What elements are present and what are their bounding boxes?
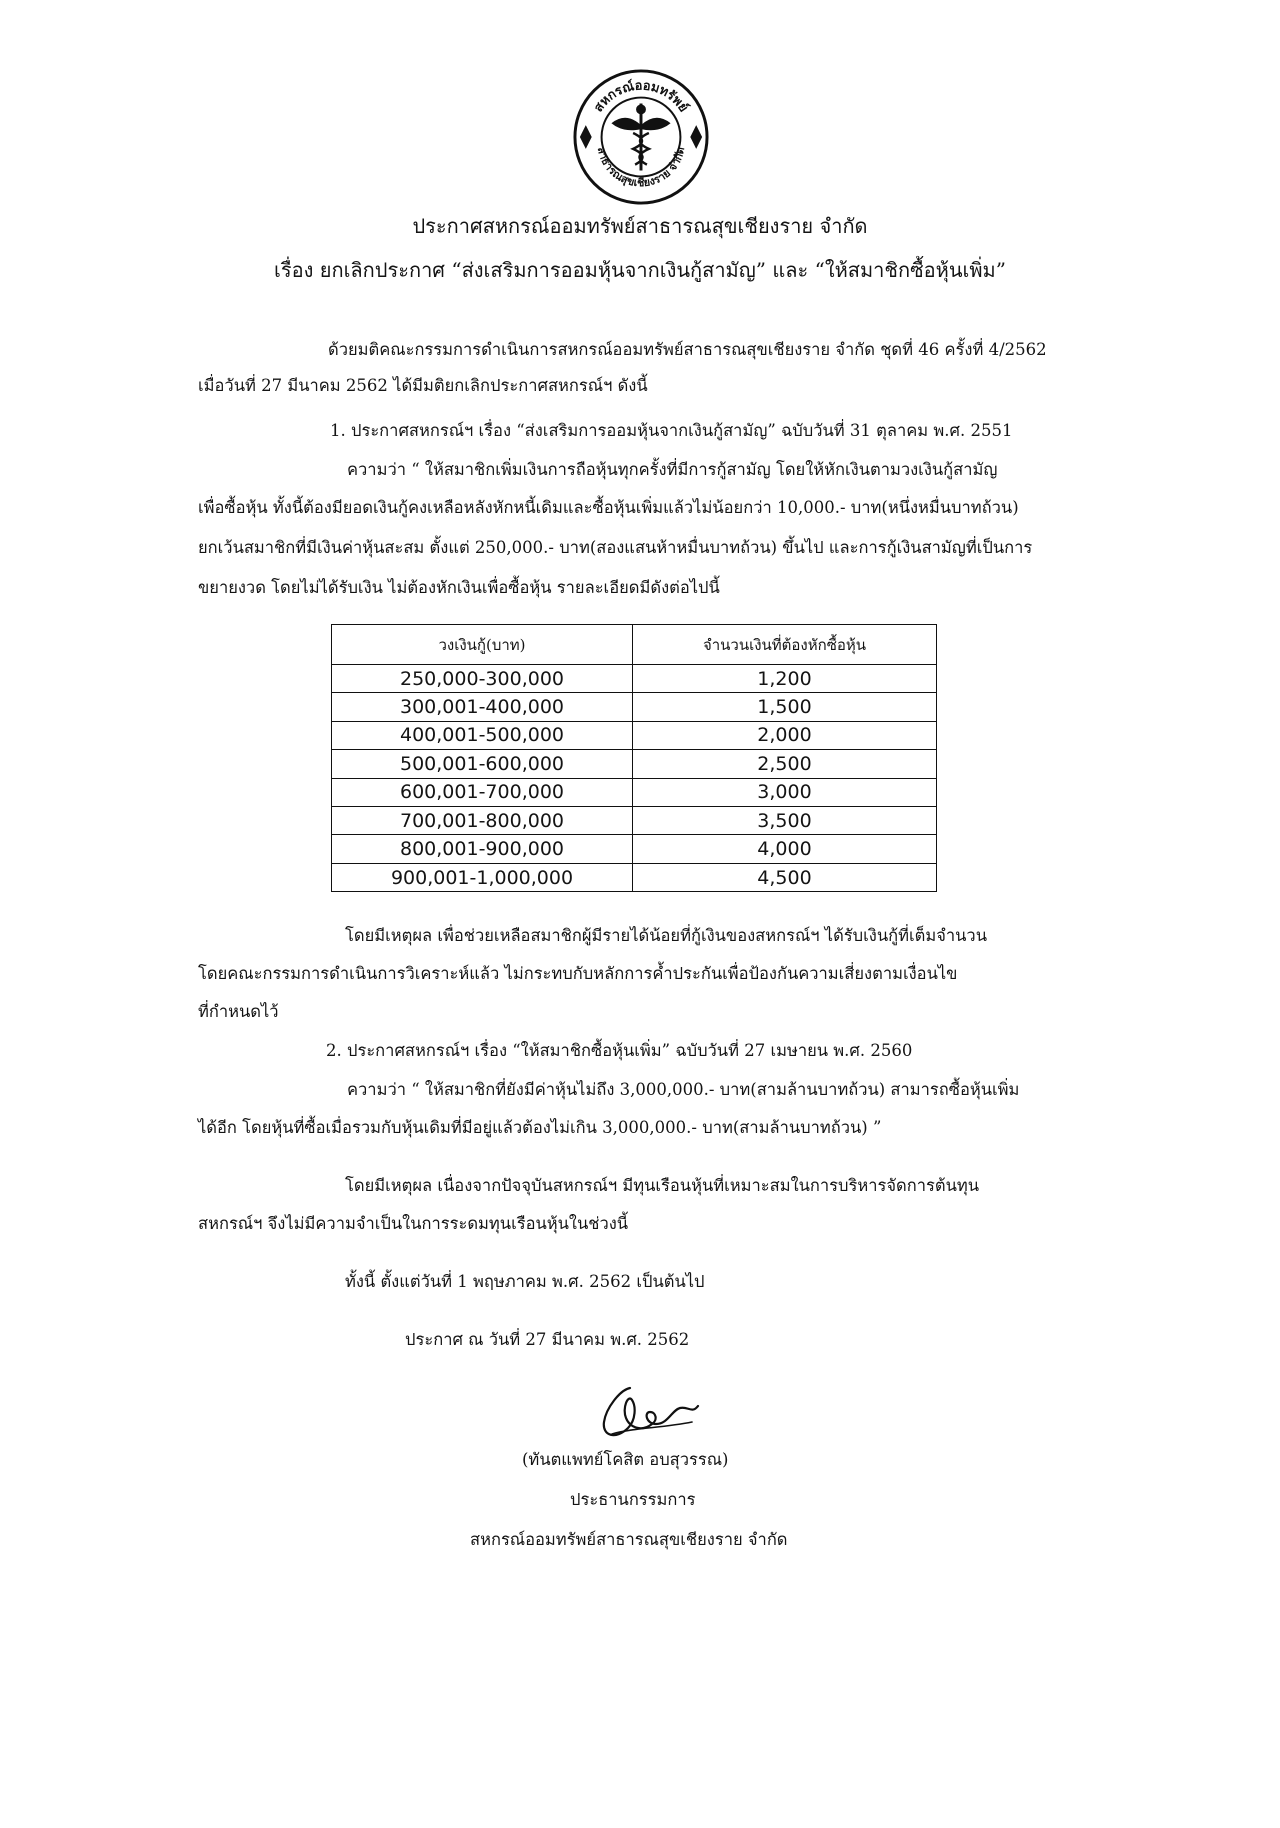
loan-range-cell: 700,001-800,000 xyxy=(332,807,633,834)
reason1-line-3: ที่กำหนดไว้ xyxy=(198,1002,279,1021)
header-loan-amount: วงเงินกู้(บาท) xyxy=(332,625,633,664)
item2-line-2: ได้อีก โดยหุ้นที่ซื้อเมื่อรวมกับหุ้นเดิมที่มีอยู่แล้วต้องไม่เกิน 3,000,000.- บาท(สามล้านบาทถ้วน) ” xyxy=(198,1118,882,1137)
item2-line-1: ความว่า “ ให้สมาชิกที่ยังมีค่าหุ้นไม่ถึง 3,000,000.- บาท(สามล้านบาทถ้วน) สามารถซื้อหุ้นเพิ่ม xyxy=(347,1080,1020,1099)
effective-date: ทั้งนี้ ตั้งแต่วันที่ 1 พฤษภาคม พ.ศ. 2562 เป็นต้นไป xyxy=(345,1272,705,1291)
item1-line-2: เพื่อซื้อหุ้น ทั้งนี้ต้องมียอดเงินกู้คงเหลือหลังหักหนี้เดิมและซื้อหุ้นเพิ่มแล้วไม่น้อยกว่า 10,000.- บาท(หนึ่งหมื่นบาทถ้วน) xyxy=(198,498,1019,517)
table-row xyxy=(332,750,936,778)
loan-range-cell: 500,001-600,000 xyxy=(332,750,633,777)
reason2-line-1: โดยมีเหตุผล เนื่องจากปัจจุบันสหกรณ์ฯ มีทุนเรือนหุ้นที่เหมาะสมในการบริหารจัดการต้นทุน xyxy=(345,1176,980,1195)
table-row xyxy=(332,835,936,863)
loan-range-cell: 800,001-900,000 xyxy=(332,835,633,862)
svg-text:สหกรณ์ออมทรัพย์: สหกรณ์ออมทรัพย์ xyxy=(591,78,691,116)
loan-range-cell: 250,000-300,000 xyxy=(332,665,633,692)
share-amount-cell: 2,000 xyxy=(757,724,812,747)
item1-line-1: ความว่า “ ให้สมาชิกเพิ่มเงินการถือหุ้นทุกครั้งที่มีการกู้สามัญ โดยให้หักเงินตามวงเงินกู้สามัญ xyxy=(347,460,998,479)
share-amount-cell: 2,500 xyxy=(757,752,812,775)
announcement-date: ประกาศ ณ วันที่ 27 มีนาคม พ.ศ. 2562 xyxy=(405,1330,690,1349)
intro-line-1: ด้วยมติคณะกรรมการดำเนินการสหกรณ์ออมทรัพย์สาธารณสุขเชียงราย จำกัด ชุดที่ 46 ครั้งที่ 4/2562 xyxy=(328,340,1047,359)
share-amount-cell: 1,500 xyxy=(757,696,812,719)
share-amount-cell: 1,200 xyxy=(757,667,812,690)
signature-image xyxy=(592,1378,704,1448)
signatory-name: (ทันตแพทย์โคสิต อบสุวรรณ) xyxy=(522,1450,729,1469)
header-share-deduction: จำนวนเงินที่ต้องหักซื้อหุ้น xyxy=(702,635,867,654)
loan-range-cell: 300,001-400,000 xyxy=(332,693,633,720)
svg-text:สาธารณสุขเชียงราย จำกัด: สาธารณสุขเชียงราย จำกัด xyxy=(594,145,688,190)
reason1-line-1: โดยมีเหตุผล เพื่อช่วยเหลือสมาชิกผู้มีรายได้น้อยที่กู้เงินของสหกรณ์ฯ ได้รับเงินกู้ที่เต็มจำนวน xyxy=(345,926,987,945)
intro-line-2: เมื่อวันที่ 27 มีนาคม 2562 ได้มีมติยกเลิกประกาศสหกรณ์ฯ ดังนี้ xyxy=(198,376,648,395)
share-amount-cell: 4,500 xyxy=(757,866,812,889)
announcement-title: ประกาศสหกรณ์ออมทรัพย์สาธารณสุขเชียงราย จำกัด xyxy=(412,214,868,238)
share-amount-cell: 3,000 xyxy=(757,781,812,804)
announcement-subject: เรื่อง ยกเลิกประกาศ “ส่งเสริมการออมหุ้นจากเงินกู้สามัญ” และ “ให้สมาชิกซื้อหุ้นเพิ่ม” xyxy=(274,258,1006,282)
reason1-line-2: โดยคณะกรรมการดำเนินการวิเคราะห์แล้ว ไม่กระทบกับหลักการค้ำประกันเพื่อป้องกันความเสี่ยงตามเงื่อนไข xyxy=(198,964,958,983)
table-header-row xyxy=(332,625,936,665)
table-row xyxy=(332,665,936,693)
loan-range-cell: 900,001-1,000,000 xyxy=(332,864,633,892)
table-row xyxy=(332,722,936,750)
item1-title: 1. ประกาศสหกรณ์ฯ เรื่อง “ส่งเสริมการออมหุ้นจากเงินกู้สามัญ” ฉบับวันที่ 31 ตุลาคม พ.ศ. 2551 xyxy=(330,421,1013,440)
table-row xyxy=(332,693,936,721)
loan-range-cell: 400,001-500,000 xyxy=(332,722,633,749)
signatory-position: ประธานกรรมการ xyxy=(570,1490,696,1509)
table-row xyxy=(332,864,936,892)
signatory-organization: สหกรณ์ออมทรัพย์สาธารณสุขเชียงราย จำกัด xyxy=(470,1530,788,1549)
cooperative-seal-logo xyxy=(572,68,710,206)
share-amount-cell: 3,500 xyxy=(757,809,812,832)
item1-line-3: ยกเว้นสมาชิกที่มีเงินค่าหุ้นสะสม ตั้งแต่ 250,000.- บาท(สองแสนห้าหมื่นบาทถ้วน) ขึ้นไป และการกู้เงินสามัญที่เป็นการ xyxy=(198,538,1033,557)
table-row xyxy=(332,807,936,835)
loan-share-table xyxy=(331,624,937,892)
reason2-line-2: สหกรณ์ฯ จึงไม่มีความจำเป็นในการระดมทุนเรือนหุ้นในช่วงนี้ xyxy=(198,1214,629,1233)
share-amount-cell: 4,000 xyxy=(757,838,812,861)
item2-title: 2. ประกาศสหกรณ์ฯ เรื่อง “ให้สมาชิกซื้อหุ้นเพิ่ม” ฉบับวันที่ 27 เมษายน พ.ศ. 2560 xyxy=(326,1041,913,1060)
loan-range-cell: 600,001-700,000 xyxy=(332,779,633,806)
table-row xyxy=(332,779,936,807)
item1-line-4: ขยายงวด โดยไม่ได้รับเงิน ไม่ต้องหักเงินเพื่อซื้อหุ้น รายละเอียดมีดังต่อไปนี้ xyxy=(198,578,720,597)
